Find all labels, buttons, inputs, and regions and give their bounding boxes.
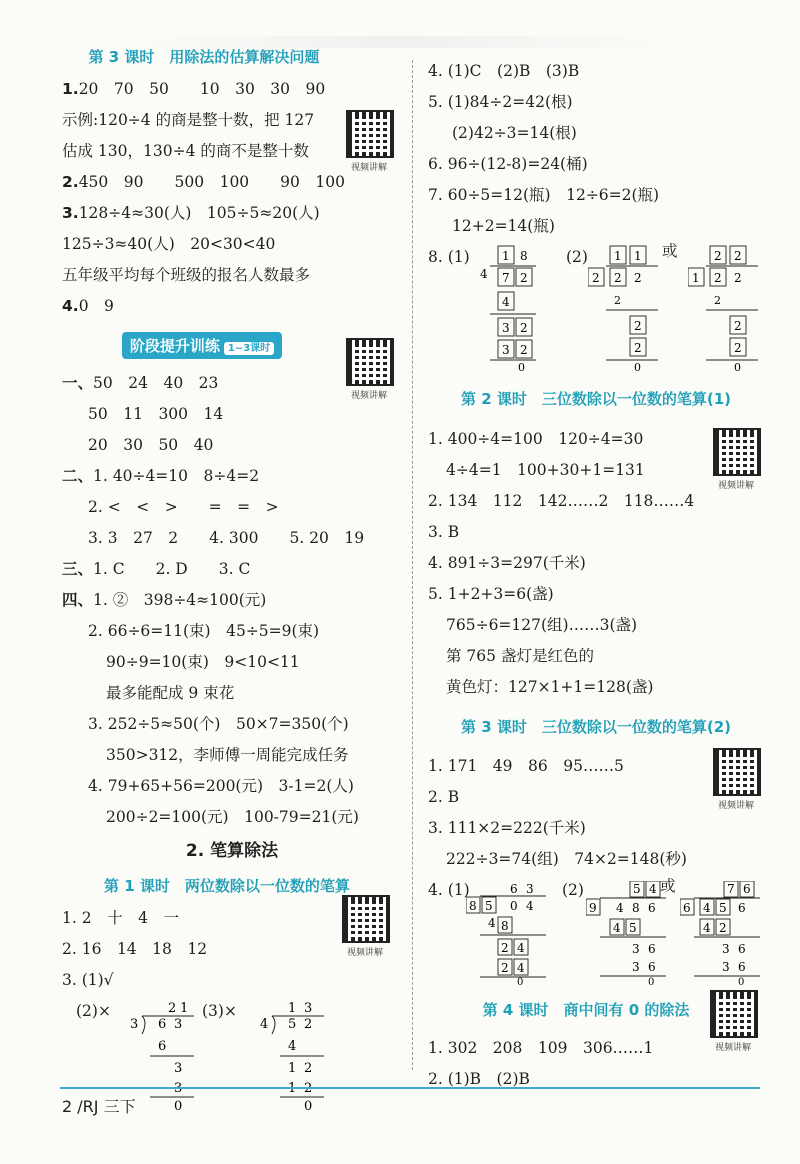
answer-line: 3. 3 27 2 4. 300 5. 20 19 <box>88 529 365 547</box>
qr-icon <box>713 748 761 796</box>
or-label: 或 <box>662 242 678 260</box>
svg-text:6: 6 <box>648 942 656 956</box>
answer-line: 4.0 9 <box>62 297 114 315</box>
answer-label: (2) <box>566 248 588 266</box>
answer-line: 黄色灯：127×1+1=128(盏) <box>446 678 654 696</box>
long-division-63-by-3 <box>128 1000 198 1112</box>
svg-text:5: 5 <box>629 921 637 935</box>
svg-text:1: 1 <box>180 1001 189 1016</box>
svg-text:1: 1 <box>288 1081 297 1096</box>
svg-text:0: 0 <box>518 361 525 372</box>
lesson-title: 第 4 课时 商中间有 0 的除法 <box>482 1001 690 1019</box>
answer-label: (3)× <box>202 1002 237 1020</box>
answer-line: 五年级平均每个班级的报名人数最多 <box>62 266 311 284</box>
answer-line: 1. 302 208 109 306……1 <box>428 1039 654 1057</box>
answer-line: 350>312，李师傅一周能完成任务 <box>106 746 349 764</box>
svg-text:8: 8 <box>501 919 509 933</box>
answer-line: 3.128÷4≈30(人) 105÷5≈20(人) <box>62 204 320 222</box>
svg-text:7: 7 <box>502 271 510 285</box>
svg-text:8: 8 <box>520 249 528 263</box>
box-division-row <box>428 242 764 374</box>
svg-text:6: 6 <box>738 901 746 915</box>
svg-text:2: 2 <box>714 249 722 263</box>
svg-text:6: 6 <box>738 942 746 956</box>
svg-text:6: 6 <box>648 901 656 915</box>
qr-code[interactable] <box>710 990 756 1053</box>
svg-text:4: 4 <box>480 267 488 281</box>
svg-text:3: 3 <box>502 343 510 357</box>
answer-line: 3. (1)√ <box>62 971 114 989</box>
svg-text:4: 4 <box>703 921 711 935</box>
answer-line: 20 30 50 40 <box>88 436 214 454</box>
svg-text:0: 0 <box>517 977 524 985</box>
svg-text:5: 5 <box>633 882 641 896</box>
footer-rule <box>60 1087 760 1089</box>
svg-text:2: 2 <box>501 961 509 975</box>
long-division-52-by-4 <box>258 1000 328 1112</box>
svg-text:0: 0 <box>734 361 741 372</box>
svg-text:1: 1 <box>692 271 700 285</box>
answer-line: 估成 130，130÷4 的商不是整十数 <box>62 142 309 160</box>
svg-text:2: 2 <box>304 1017 313 1032</box>
svg-text:0: 0 <box>738 977 745 985</box>
box-division-row <box>428 875 764 987</box>
answer-line: 3. 111×2=222(千米) <box>428 819 586 837</box>
column-divider <box>412 60 413 1070</box>
box-division-504-by-8 <box>466 881 550 985</box>
svg-text:3: 3 <box>502 321 510 335</box>
answer-line: 3. B <box>428 523 460 541</box>
svg-text:4: 4 <box>517 941 525 955</box>
answer-line: 1.20 70 50 10 30 30 90 <box>62 80 326 98</box>
answer-line: 50 11 300 14 <box>88 405 224 423</box>
qr-code[interactable] <box>713 428 759 491</box>
qr-caption: 视频讲解 <box>350 391 387 401</box>
qr-icon <box>713 428 761 476</box>
svg-text:2: 2 <box>734 249 742 263</box>
qr-icon <box>710 990 758 1038</box>
svg-text:1: 1 <box>614 249 622 263</box>
answer-line: 1. 400÷4=100 120÷4=30 <box>428 430 644 448</box>
qr-code[interactable] <box>713 748 759 811</box>
svg-text:2: 2 <box>304 1081 313 1096</box>
qr-caption: 视频讲解 <box>717 801 754 811</box>
answer-line: 5. 1+2+3=6(盏) <box>428 585 554 603</box>
svg-text:2: 2 <box>634 271 642 285</box>
svg-text:3: 3 <box>174 1061 183 1076</box>
svg-text:6: 6 <box>683 901 691 915</box>
svg-text:1: 1 <box>634 249 642 263</box>
svg-text:4: 4 <box>616 901 624 915</box>
svg-text:2: 2 <box>734 319 742 333</box>
answer-line: 三、1. C 2. D 3. C <box>62 560 251 578</box>
svg-text:3: 3 <box>722 960 730 974</box>
qr-icon <box>346 110 394 158</box>
right-column <box>428 56 764 1095</box>
svg-text:7: 7 <box>727 882 735 896</box>
svg-text:3: 3 <box>174 1017 183 1032</box>
qr-code[interactable] <box>342 895 388 958</box>
svg-text:2: 2 <box>719 921 727 935</box>
svg-text:4: 4 <box>613 921 621 935</box>
answer-line: 4. 79+65+56=200(元) 3-1=2(人) <box>88 777 354 795</box>
answer-line: 5. (1)84÷2=42(根) <box>428 93 573 111</box>
svg-text:3: 3 <box>174 1081 183 1096</box>
svg-text:8: 8 <box>632 901 640 915</box>
svg-text:8: 8 <box>469 899 477 913</box>
svg-text:4: 4 <box>526 899 534 913</box>
svg-text:4: 4 <box>288 1039 297 1054</box>
answer-line: 12+2=14(瓶) <box>452 217 555 235</box>
qr-code[interactable] <box>346 338 392 401</box>
answer-line: 125÷3≈40(人) 20<30<40 <box>62 235 276 253</box>
answer-line: 1. 171 49 86 95……5 <box>428 757 624 775</box>
svg-text:2: 2 <box>734 271 742 285</box>
svg-text:2: 2 <box>634 319 642 333</box>
svg-text:2: 2 <box>520 343 528 357</box>
svg-text:6: 6 <box>743 882 751 896</box>
svg-text:5: 5 <box>288 1017 297 1032</box>
svg-text:4: 4 <box>649 882 657 896</box>
svg-text:2: 2 <box>168 1001 177 1016</box>
box-division-22-by-2-alt <box>688 244 760 372</box>
svg-text:9: 9 <box>589 901 597 915</box>
box-division-456-by-6 <box>680 881 764 985</box>
svg-text:5: 5 <box>719 901 727 915</box>
answer-label: (2) <box>562 881 584 899</box>
section-title: 2. 笔算除法 <box>185 841 279 861</box>
answer-label: (2)× <box>76 1002 111 1020</box>
svg-text:2: 2 <box>592 271 600 285</box>
answer-line: 3. 252÷5≈50(个) 50×7=350(个) <box>88 715 349 733</box>
qr-caption: 视频讲解 <box>346 948 383 958</box>
answer-line: 4. (1)C (2)B (3)B <box>428 62 580 80</box>
answer-line: 二、1. 40÷4=10 8÷4=2 <box>62 467 260 485</box>
answer-label: 8. (1) <box>428 248 470 266</box>
answer-line: 2. 16 14 18 12 <box>62 940 208 958</box>
lesson-title: 第 1 课时 两位数除以一位数的笔算 <box>104 877 350 895</box>
answer-line: 90÷9=10(束) 9<10<11 <box>106 653 300 671</box>
svg-text:0: 0 <box>648 977 655 985</box>
svg-text:3: 3 <box>632 960 640 974</box>
answer-line: 四、1. ② 398÷4≈100(元) <box>62 591 267 609</box>
svg-text:1: 1 <box>502 249 510 263</box>
answer-line: 第 765 盏灯是红色的 <box>446 647 594 665</box>
svg-text:1: 1 <box>288 1061 297 1076</box>
qr-caption: 视频讲解 <box>350 163 387 173</box>
lesson-title: 第 2 课时 三位数除以一位数的笔算(1) <box>460 390 732 408</box>
svg-text:6: 6 <box>158 1017 167 1032</box>
svg-text:2: 2 <box>734 341 742 355</box>
svg-text:0: 0 <box>304 1099 313 1112</box>
svg-text:3: 3 <box>722 942 730 956</box>
answer-line: 765÷6=127(组)……3(盏) <box>446 616 638 634</box>
answer-line: 一、50 24 40 23 <box>62 374 219 392</box>
answer-line: 2. < < > = = > <box>88 498 279 516</box>
svg-text:6: 6 <box>510 882 518 896</box>
or-label: 或 <box>660 877 676 895</box>
svg-text:4: 4 <box>502 295 510 309</box>
svg-text:1: 1 <box>288 1001 297 1016</box>
svg-text:4: 4 <box>703 901 711 915</box>
answer-line: (2)42÷3=14(根) <box>452 124 577 142</box>
svg-text:2: 2 <box>614 294 621 307</box>
answer-line: 200÷2=100(元) 100-79=21(元) <box>106 808 359 826</box>
svg-text:3: 3 <box>526 882 534 896</box>
answer-line: 最多能配成 9 束花 <box>106 684 235 702</box>
svg-text:4: 4 <box>488 916 496 930</box>
svg-text:4: 4 <box>517 961 525 975</box>
svg-text:3: 3 <box>632 942 640 956</box>
svg-text:2: 2 <box>634 341 642 355</box>
svg-text:2: 2 <box>501 941 509 955</box>
svg-text:2: 2 <box>520 271 528 285</box>
svg-text:2: 2 <box>520 321 528 335</box>
answer-line: 示例:120÷4 的商是整十数，把 127 <box>62 111 315 129</box>
svg-text:4: 4 <box>260 1017 269 1032</box>
answer-line: 2. 66÷6=11(束) 45÷5=9(束) <box>88 622 320 640</box>
answer-line: 2.450 90 500 100 90 100 <box>62 173 345 191</box>
answer-label: 4. (1) <box>428 881 470 899</box>
svg-text:0: 0 <box>510 899 518 913</box>
stage-banner: 阶段提升训练 1~3课时 <box>122 332 282 359</box>
svg-text:2: 2 <box>714 271 722 285</box>
answer-line: 6. 96÷(12-8)=24(桶) <box>428 155 588 173</box>
svg-text:2: 2 <box>714 294 721 307</box>
svg-text:0: 0 <box>634 361 641 372</box>
answer-line: 2. (1)B (2)B <box>428 1070 530 1088</box>
answer-line: 7. 60÷5=12(瓶) 12÷6=2(瓶) <box>428 186 660 204</box>
answer-line: 4. 891÷3=297(千米) <box>428 554 586 572</box>
answer-line: 4÷4=1 100+30+1=131 <box>446 461 645 479</box>
answer-line: 222÷3=74(组) 74×2=148(秒) <box>446 850 687 868</box>
answer-line: 2. B <box>428 788 460 806</box>
svg-text:6: 6 <box>738 960 746 974</box>
svg-text:5: 5 <box>485 899 493 913</box>
svg-text:6: 6 <box>648 960 656 974</box>
qr-icon <box>346 338 394 386</box>
qr-caption: 视频讲解 <box>717 481 754 491</box>
box-division-72-by-4 <box>480 244 540 372</box>
svg-text:3: 3 <box>130 1017 139 1032</box>
svg-text:2: 2 <box>304 1061 313 1076</box>
lesson-title: 第 3 课时 用除法的估算解决问题 <box>88 48 320 66</box>
page-footer: 2 /RJ 三下 <box>62 1097 136 1116</box>
box-division-22-by-2 <box>588 244 660 372</box>
answer-line: 1. 2 十 4 一 <box>62 909 179 927</box>
qr-icon <box>342 895 390 943</box>
svg-text:2: 2 <box>614 271 622 285</box>
lesson-title: 第 3 课时 三位数除以一位数的笔算(2) <box>460 718 732 736</box>
qr-code[interactable] <box>346 110 392 173</box>
svg-text:6: 6 <box>158 1039 167 1054</box>
answer-line: 2. 134 112 142……2 118……4 <box>428 492 695 510</box>
svg-text:3: 3 <box>304 1001 313 1016</box>
box-division-486-by-9 <box>586 881 670 985</box>
svg-text:0: 0 <box>174 1099 183 1112</box>
qr-caption: 视频讲解 <box>714 1043 751 1053</box>
